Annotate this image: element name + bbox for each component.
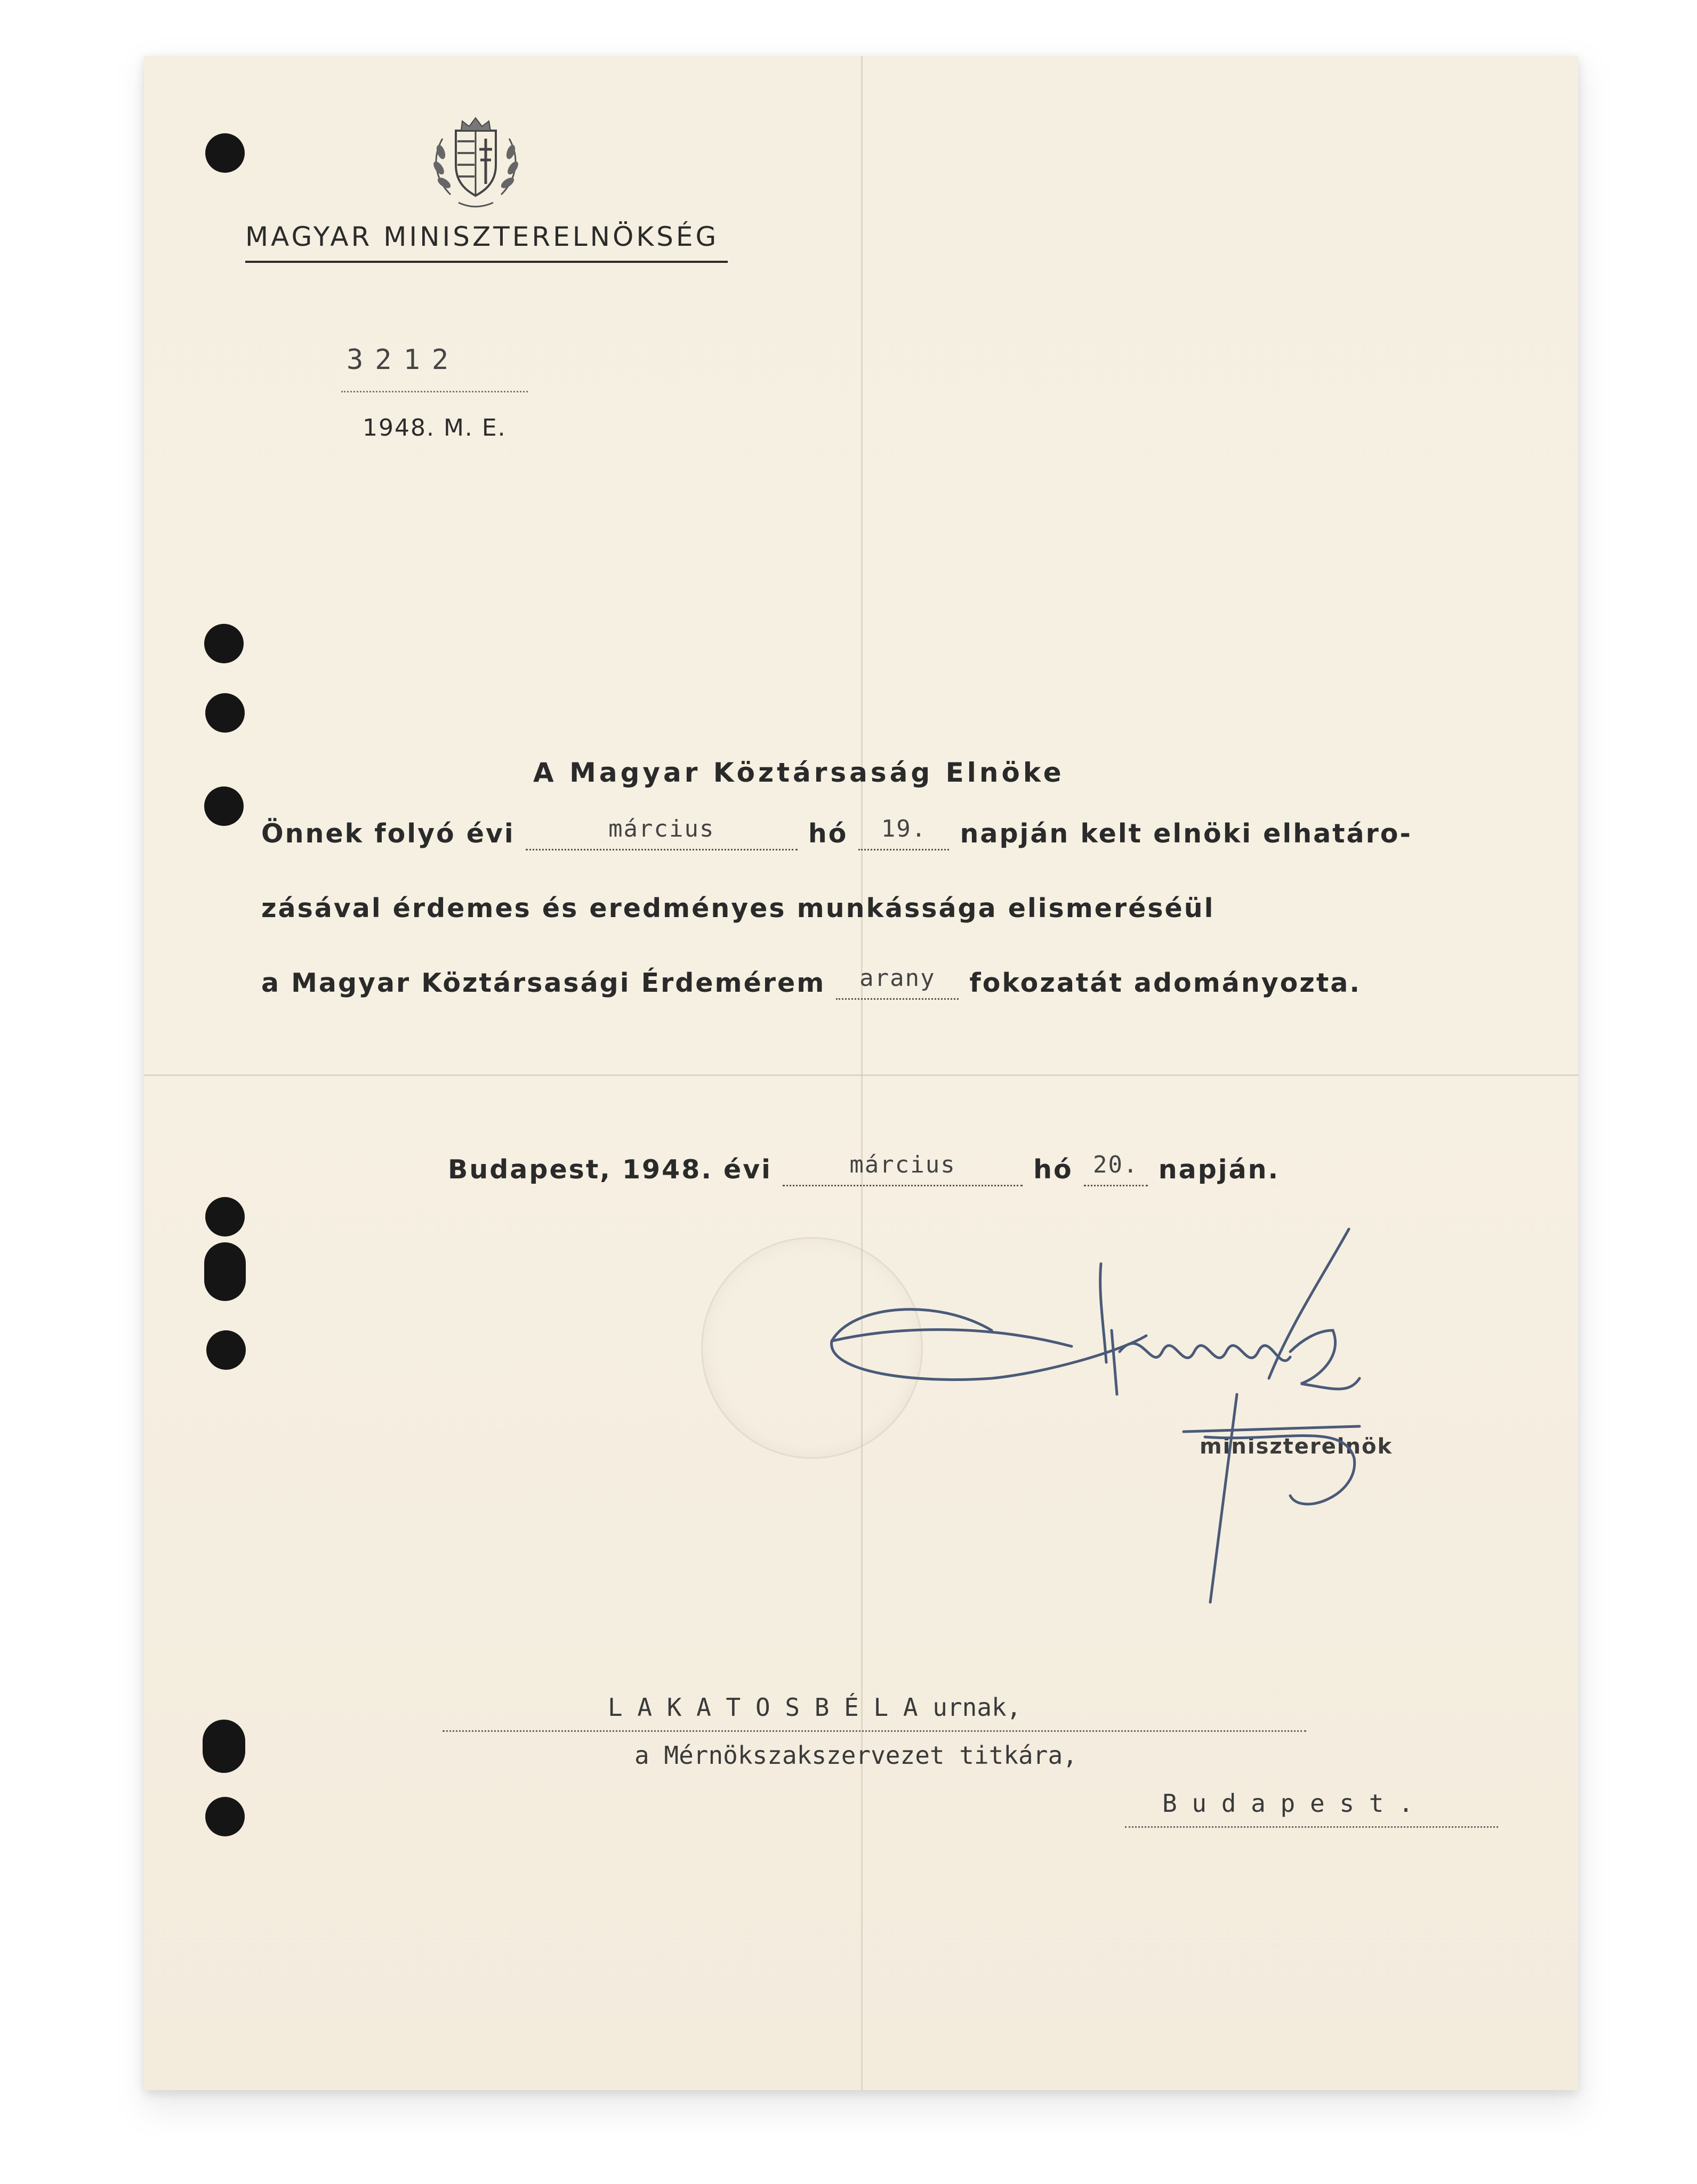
city-rule — [1125, 1826, 1498, 1828]
punch-hole — [206, 1330, 246, 1370]
day-value: 19. — [881, 815, 927, 842]
date-month-field — [783, 1151, 1023, 1186]
recipient-role: a Mérnökszakszervezet titkára, — [634, 1741, 1077, 1770]
punch-hole — [204, 786, 244, 826]
punch-hole — [205, 1797, 245, 1836]
recipient-city: B u d a p e s t . — [1162, 1789, 1413, 1818]
grade-field — [836, 965, 959, 1000]
registration-year: 1948. M. E. — [363, 414, 506, 441]
date-month-value: március — [849, 1151, 956, 1178]
body-line-2 — [261, 893, 1215, 924]
body-text: hó — [808, 818, 848, 849]
ministry-name: MAGYAR MINISZTERELNÖKSÉG — [245, 221, 719, 252]
body-text: Önnek folyó évi — [261, 818, 515, 849]
ho-text: hó — [1033, 1154, 1073, 1185]
punch-hole — [204, 624, 244, 663]
document-heading: A Magyar Köztársaság Elnöke — [533, 757, 1065, 788]
horizontal-fold — [144, 1074, 1578, 1076]
place-text: Budapest, 1948. évi — [448, 1154, 772, 1185]
body-text: zásával érdemes és eredményes munkássága elismeréséül — [261, 893, 1215, 924]
signature-icon — [821, 1218, 1525, 1645]
grade-value: arany — [859, 965, 936, 992]
napjan-text: napján. — [1158, 1154, 1280, 1185]
registration-rule — [341, 391, 528, 392]
punch-hole — [203, 1720, 245, 1773]
signature-title: miniszterelnök — [1200, 1434, 1393, 1459]
place-date-line — [448, 1151, 1280, 1186]
body-text: a Magyar Köztársasági Érdemérem — [261, 968, 826, 998]
month-field — [526, 815, 798, 850]
body-text: napján kelt elnöki elhatáro- — [960, 818, 1412, 849]
coat-of-arms-icon — [429, 115, 522, 213]
date-day-value: 20. — [1092, 1151, 1139, 1178]
punch-hole — [205, 1197, 245, 1236]
month-value: március — [608, 815, 715, 842]
body-text: fokozatát adományozta. — [969, 968, 1361, 998]
recipient-name: L A K A T O S B É L A urnak, — [608, 1693, 1022, 1722]
vertical-fold — [861, 56, 863, 2090]
body-line-1 — [261, 815, 1412, 850]
document-sheet — [144, 56, 1578, 2090]
punch-hole — [204, 1242, 246, 1301]
body-line-3 — [261, 965, 1361, 1000]
registration-number: 3212 — [347, 344, 461, 376]
recipient-rule — [443, 1730, 1306, 1732]
date-day-field — [1084, 1151, 1148, 1186]
punch-hole — [205, 133, 245, 173]
ministry-underline — [245, 261, 728, 263]
punch-hole — [205, 693, 245, 733]
day-field — [858, 815, 949, 850]
